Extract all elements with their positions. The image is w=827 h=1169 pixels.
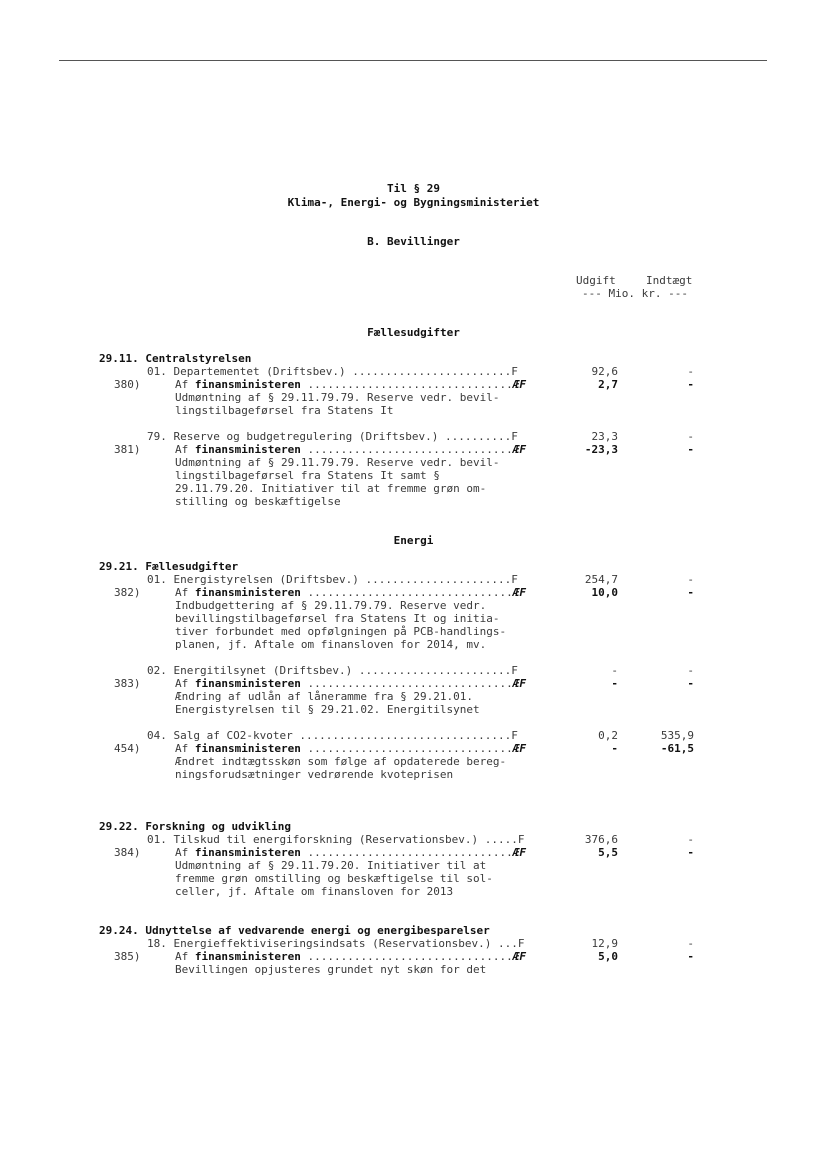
amount-udgift: -: [611, 677, 618, 690]
leader-dots: ...............................: [300, 586, 513, 599]
minister-prefix: Af: [175, 742, 195, 755]
reference-number: 385): [114, 950, 141, 963]
minister-prefix: Af: [175, 677, 195, 690]
amount-indtaegt: -: [687, 950, 694, 963]
account-line: 04. Salg af CO2-kvoter ................................F: [147, 729, 518, 742]
section-heading: Energi: [393, 534, 434, 547]
code-label: ÆF: [512, 677, 527, 690]
top-rule: [59, 60, 767, 61]
note-line: Bevillingen opjusteres grundet nyt skøn for det: [175, 963, 487, 976]
amount-udgift: 23,3: [591, 430, 618, 443]
amount-indtaegt: -: [687, 430, 694, 443]
amount-indtaegt: -: [687, 677, 694, 690]
leader-dots: ...............................: [300, 742, 513, 755]
minister-line: [175, 586, 526, 599]
code-label: ÆF: [512, 950, 527, 963]
account-line: 18. Energieffektiviseringsindsats (Reservationsbev.) ...F: [147, 937, 525, 950]
amount-indtaegt: -: [687, 573, 694, 586]
amount-udgift: 92,6: [591, 365, 618, 378]
reference-number: 381): [114, 443, 141, 456]
note-line: Udmøntning af § 29.11.79.20. Initiativer til at: [175, 859, 487, 872]
leader-dots: ...............................: [300, 950, 513, 963]
section-heading: Fællesudgifter: [367, 326, 460, 339]
leader-dots: ...............................: [300, 443, 513, 456]
amount-udgift: 12,9: [591, 937, 618, 950]
amount-udgift: 254,7: [584, 573, 618, 586]
section-subtitle: B. Bevillinger: [367, 235, 460, 248]
note-line: Udmøntning af § 29.11.79.79. Reserve vedr. bevil-: [175, 456, 500, 469]
group-heading: 29.24. Udnyttelse af vedvarende energi og energibesparelser: [99, 924, 490, 937]
note-line: planen, jf. Aftale om finansloven for 2014, mv.: [175, 638, 487, 651]
code-label: ÆF: [512, 742, 527, 755]
amount-udgift: 0,2: [598, 729, 618, 742]
reference-number: 380): [114, 378, 141, 391]
leader-dots: ...............................: [300, 378, 513, 391]
minister-line: [175, 378, 526, 391]
minister-name: finansministeren: [194, 846, 301, 859]
group-heading: 29.21. Fællesudgifter: [99, 560, 239, 573]
account-line: 01. Energistyrelsen (Driftsbev.) ......................F: [147, 573, 518, 586]
minister-name: finansministeren: [194, 586, 301, 599]
amount-indtaegt: -: [687, 443, 694, 456]
amount-udgift: 376,6: [584, 833, 618, 846]
group-heading: 29.11. Centralstyrelsen: [99, 352, 252, 365]
minister-name: finansministeren: [194, 378, 301, 391]
note-line: lingstilbageførsel fra Statens It: [175, 404, 394, 417]
amount-indtaegt: -61,5: [660, 742, 694, 755]
minister-prefix: Af: [175, 586, 195, 599]
amount-udgift: 2,7: [598, 378, 618, 391]
reference-number: 382): [114, 586, 141, 599]
code-label: ÆF: [512, 846, 527, 859]
amount-udgift: -: [611, 664, 618, 677]
account-line: 79. Reserve og budgetregulering (Driftsbev.) ..........F: [147, 430, 518, 443]
reference-number: 383): [114, 677, 141, 690]
amount-indtaegt: 535,9: [660, 729, 694, 742]
col-header-unit: --- Mio. kr. ---: [582, 287, 688, 300]
minister-line: [175, 950, 526, 963]
note-line: Indbudgettering af § 29.11.79.79. Reserve vedr.: [175, 599, 487, 612]
amount-indtaegt: -: [687, 586, 694, 599]
note-line: lingstilbageførsel fra Statens It samt §: [175, 469, 440, 482]
amount-udgift: -23,3: [584, 443, 618, 456]
amount-udgift: 10,0: [591, 586, 618, 599]
amount-indtaegt: -: [687, 846, 694, 859]
account-line: 01. Tilskud til energiforskning (Reservationsbev.) .....F: [147, 833, 525, 846]
col-header-udgift: Udgift: [576, 274, 616, 287]
reference-number: 384): [114, 846, 141, 859]
minister-line: [175, 846, 526, 859]
minister-line: [175, 677, 526, 690]
code-label: ÆF: [512, 443, 527, 456]
amount-indtaegt: -: [687, 664, 694, 677]
amount-indtaegt: -: [687, 365, 694, 378]
note-line: tiver forbundet med opfølgningen på PCB-handlings-: [175, 625, 507, 638]
note-line: celler, jf. Aftale om finansloven for 2013: [175, 885, 454, 898]
account-line: 01. Departementet (Driftsbev.) ........................F: [147, 365, 518, 378]
note-line: Ændring af udlån af låneramme fra § 29.21.01.: [175, 690, 474, 703]
note-line: stilling og beskæftigelse: [175, 495, 341, 508]
note-line: 29.11.79.20. Initiativer til at fremme grøn om-: [175, 482, 487, 495]
amount-udgift: -: [611, 742, 618, 755]
amount-indtaegt: -: [687, 378, 694, 391]
minister-name: finansministeren: [194, 443, 301, 456]
code-label: ÆF: [512, 378, 527, 391]
amount-udgift: 5,5: [598, 846, 618, 859]
minister-line: [175, 742, 526, 755]
note-line: Udmøntning af § 29.11.79.79. Reserve vedr. bevil-: [175, 391, 500, 404]
amount-indtaegt: -: [687, 937, 694, 950]
note-line: bevillingstilbageførsel fra Statens It og initia-: [175, 612, 500, 625]
col-header-indtaegt: Indtægt: [646, 274, 693, 287]
amount-udgift: 5,0: [598, 950, 618, 963]
minister-prefix: Af: [175, 443, 195, 456]
minister-prefix: Af: [175, 378, 195, 391]
amount-indtaegt: -: [687, 833, 694, 846]
page-title: Til § 29: [387, 182, 440, 195]
note-line: ningsforudsætninger vedrørende kvoteprisen: [175, 768, 454, 781]
leader-dots: ...............................: [300, 677, 513, 690]
minister-name: finansministeren: [194, 677, 301, 690]
ministry-title: Klima-, Energi- og Bygningsministeriet: [287, 196, 540, 209]
minister-prefix: Af: [175, 846, 195, 859]
note-line: fremme grøn omstilling og beskæftigelse til sol-: [175, 872, 493, 885]
minister-prefix: Af: [175, 950, 195, 963]
code-label: ÆF: [512, 586, 527, 599]
minister-name: finansministeren: [194, 950, 301, 963]
leader-dots: ...............................: [300, 846, 513, 859]
minister-name: finansministeren: [194, 742, 301, 755]
reference-number: 454): [114, 742, 141, 755]
note-line: Ændret indtægtsskøn som følge af opdaterede bereg-: [175, 755, 507, 768]
account-line: 02. Energitilsynet (Driftsbev.) .......................F: [147, 664, 518, 677]
minister-line: [175, 443, 526, 456]
note-line: Energistyrelsen til § 29.21.02. Energitilsynet: [175, 703, 480, 716]
group-heading: 29.22. Forskning og udvikling: [99, 820, 292, 833]
